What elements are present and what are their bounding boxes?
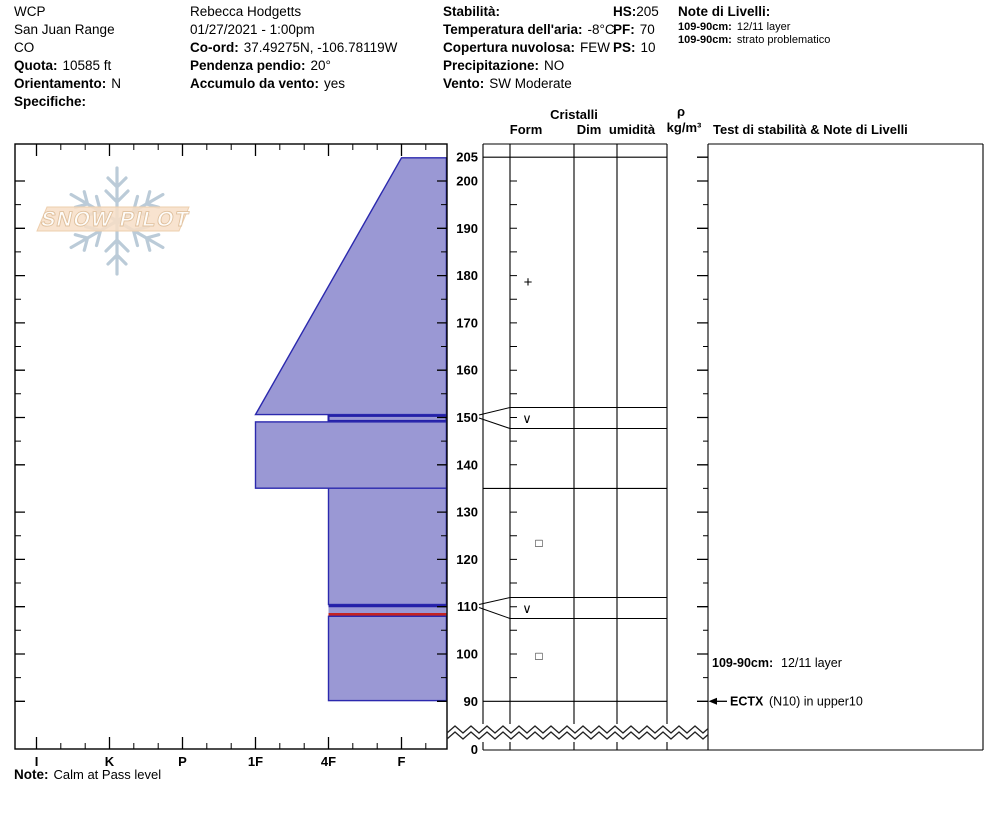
layer-note-text: strato problematico <box>736 34 831 46</box>
header-umidita: umidità <box>608 122 656 137</box>
table-headers <box>510 104 908 137</box>
layer-note-label: 109-90cm: <box>678 21 732 33</box>
depth-label: 90 <box>463 693 478 709</box>
hardness-label-p: P <box>178 754 187 769</box>
elevation-label: Quota: <box>14 58 58 73</box>
depth-label: 0 <box>470 742 478 757</box>
elevation-value: 10585 ft <box>62 58 112 73</box>
depth-label: 140 <box>456 457 478 473</box>
ect-result-text: (N10) in upper10 <box>769 694 863 709</box>
depth-labels <box>456 150 478 757</box>
precip-value: NO <box>544 58 565 73</box>
grain-fc-icon: □ <box>535 536 543 550</box>
wind-value: SW Moderate <box>489 76 572 91</box>
depth-label: 190 <box>456 220 478 236</box>
bottom-major-ticks <box>37 737 402 749</box>
bottom-minor-ticks <box>61 743 426 749</box>
precip-label: Precipitazione: <box>443 58 540 73</box>
layer-149-135 <box>256 422 447 488</box>
grain-symbols <box>522 274 542 663</box>
density-major-ticks <box>697 157 708 701</box>
thin-layer-marker-150 <box>479 408 510 429</box>
hardness-label-4f: 4F <box>320 754 337 769</box>
coord-value: 37.49275N, -106.78119W <box>243 40 398 55</box>
slope-label: Pendenza pendio: <box>190 58 306 73</box>
depth-label: 120 <box>456 551 478 567</box>
slope-value: 20° <box>310 58 331 73</box>
panel-layer-note-text: 12/11 layer <box>781 656 842 670</box>
hardness-layers <box>256 158 447 701</box>
depth-label: 100 <box>456 646 478 662</box>
layer-150-149-sh <box>329 416 447 421</box>
stability-label: Stabilità: <box>443 4 501 19</box>
aspect-value: N <box>111 76 122 91</box>
grain-pp-icon: + <box>523 274 533 291</box>
wind-loading-label: Accumulo da vento: <box>190 76 320 91</box>
depth-label: 200 <box>456 173 478 189</box>
header-tests: Test di stabilità & Note di Livelli <box>713 122 908 137</box>
footer-note-text: Calm at Pass level <box>53 767 162 782</box>
depth-label: 180 <box>456 268 478 284</box>
coord-label: Co-ord: <box>190 40 239 55</box>
logo-text: SNOW PILOT <box>38 208 192 231</box>
header-density-rho: ρ <box>676 104 686 119</box>
depth-label: 110 <box>457 599 478 615</box>
hardness-label-i: I <box>34 754 39 769</box>
top-minor-ticks <box>61 144 426 150</box>
hs-label: HS: <box>613 4 637 19</box>
snowpilot-logo <box>37 168 192 274</box>
sky-value: FEW <box>580 40 611 55</box>
depth-label: 150 <box>456 410 478 425</box>
wind-label: Vento: <box>443 76 485 91</box>
ps-value: 10 <box>640 40 656 55</box>
layer-135-110 <box>329 488 447 604</box>
location-area: WCP <box>14 4 46 19</box>
depth-label: 160 <box>456 362 478 378</box>
footer-note <box>14 767 161 782</box>
hardness-label-k: K <box>104 754 115 769</box>
depth-label: 170 <box>456 315 478 331</box>
layer-notes-title: Note di Livelli: <box>678 4 771 19</box>
layer-109-90 <box>329 616 447 700</box>
air-temp-value: -8°C <box>587 22 615 37</box>
observation-datetime: 01/27/2021 - 1:00pm <box>190 22 315 37</box>
ect-result-label: ECTX <box>730 694 764 709</box>
thin-layer-marker-110 <box>479 598 510 619</box>
layer-205-150 <box>256 158 447 415</box>
header-density-units: kg/m³ <box>666 120 702 135</box>
location-range: San Juan Range <box>14 22 115 37</box>
hardness-label-f: F <box>397 754 406 769</box>
observer-name: Rebecca Hodgetts <box>190 4 302 19</box>
layer-note-text: 12/11 layer <box>736 21 791 33</box>
top-major-ticks <box>37 144 402 156</box>
air-temp-label: Temperatura dell'aria: <box>443 22 583 37</box>
pf-label: PF: <box>613 22 635 37</box>
form-column-depth-ticks <box>510 181 517 678</box>
location-state: CO <box>14 40 35 55</box>
layer-note-label: 109-90cm: <box>678 34 732 46</box>
depth-label: 205 <box>456 149 478 165</box>
specifics-label: Specifiche: <box>14 94 87 109</box>
ect-arrow-icon <box>709 698 728 705</box>
stability-panel-annotations <box>709 656 863 709</box>
grain-sh-icon: ∨ <box>522 411 532 426</box>
depth-label: 130 <box>456 504 478 520</box>
aspect-label: Orientamento: <box>14 76 107 91</box>
header-form: Form <box>509 122 543 137</box>
depth-axis-break-zigzag <box>447 724 708 742</box>
grain-sh-icon: ∨ <box>522 601 532 616</box>
pf-value: 70 <box>639 22 655 37</box>
sky-label: Copertura nuvolosa: <box>443 40 576 55</box>
footer-note-label: Note: <box>14 767 49 782</box>
header-cristalli: Cristalli <box>550 107 598 122</box>
hs-value: 205 <box>636 4 659 19</box>
grain-fc-icon: □ <box>535 649 543 663</box>
ps-label: PS: <box>613 40 636 55</box>
wind-loading-value: yes <box>324 76 346 91</box>
panel-layer-note-label: 109-90cm: <box>712 656 774 670</box>
header-dim: Dim <box>576 122 602 137</box>
hardness-label-1f: 1F <box>247 754 264 769</box>
